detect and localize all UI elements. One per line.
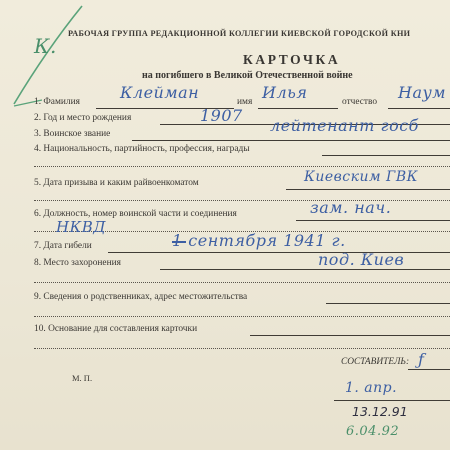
composer-signature: ƒ — [418, 350, 425, 369]
card-title: КАРТОЧКА — [243, 52, 341, 67]
annotation-note: 1. апр. — [345, 380, 398, 396]
surname-label: 1. Фамилия — [34, 97, 80, 107]
name-line — [258, 108, 338, 109]
annotation-date-1: 13.12.91 — [352, 404, 408, 419]
patronymic-label: отчество — [342, 97, 378, 107]
composer-line — [408, 369, 450, 370]
position-value: зам. нач. — [310, 198, 392, 217]
basis-line — [250, 335, 450, 336]
birth-value: 1907 — [200, 106, 243, 125]
position-label: 6. Должность, номер воинской части и соединения — [34, 209, 237, 219]
patronymic-line — [388, 108, 450, 109]
unit-value: НКВД — [56, 218, 106, 236]
burial-line — [160, 269, 450, 270]
annotation-line — [334, 400, 450, 401]
position-line — [296, 220, 450, 221]
composer-label: СОСТАВИТЕЛЬ: — [341, 357, 410, 367]
annotation-date-2: 6.04.92 — [346, 424, 400, 439]
corner-mark: К. — [34, 34, 57, 58]
relatives-line — [326, 303, 450, 304]
stamp-label: М. П. — [72, 373, 93, 383]
organization-header: РАБОЧАЯ ГРУППА РЕДАКЦИОННОЙ КОЛЛЕГИИ КИЕВСКОЙ ГОРОДСКОЙ КНИ — [68, 29, 411, 38]
surname-value: Клейман — [120, 83, 200, 102]
rank-value: лейтенант госб — [270, 116, 419, 135]
nationality-label: 4. Национальность, партийность, профессия, награды — [34, 144, 250, 154]
death-date-label: 7. Дата гибели — [34, 241, 92, 251]
burial-dotted-line — [34, 282, 450, 283]
conscription-label: 5. Дата призыва и каким райвоенкоматом — [34, 178, 199, 188]
name-label: имя — [237, 97, 253, 107]
basis-dotted-line — [34, 348, 450, 349]
rank-label: 3. Воинское звание — [34, 129, 111, 139]
death-date-value: 1 сентября 1941 г. — [172, 231, 346, 250]
nationality-line — [322, 155, 450, 156]
relatives-dotted-line — [34, 316, 450, 317]
card-subtitle: на погибшего в Великой Отечественной войне — [142, 70, 353, 81]
patronymic-value: Наум — [398, 83, 447, 102]
burial-label: 8. Место захоронения — [34, 258, 121, 268]
birth-label: 2. Год и место рождения — [34, 113, 132, 123]
burial-value: под. Киев — [318, 250, 405, 269]
rank-line — [132, 140, 450, 141]
conscription-value: Киевским ГВК — [304, 169, 418, 185]
conscription-line — [286, 189, 450, 190]
date-correction-stroke — [172, 241, 186, 243]
basis-label: 10. Основание для составления карточки — [34, 324, 198, 334]
relatives-label: 9. Сведения о родственниках, адрес местожительства — [34, 292, 248, 302]
nationality-dotted-line — [34, 166, 450, 167]
name-value: Илья — [262, 83, 308, 102]
